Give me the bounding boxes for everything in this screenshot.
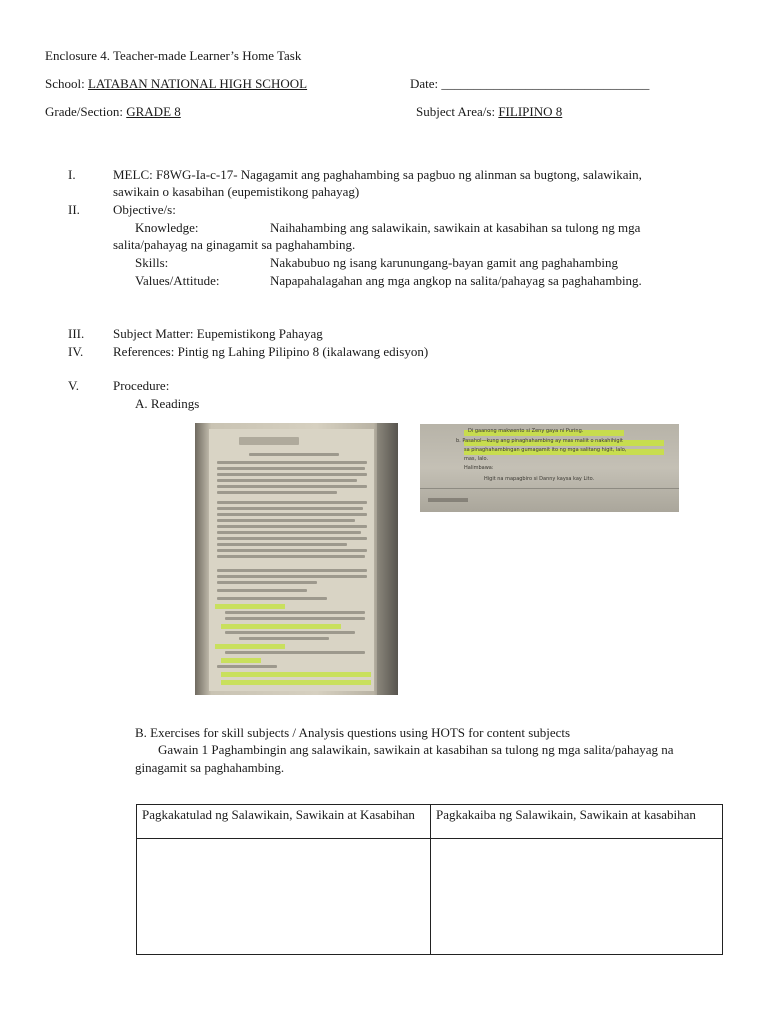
photo-page: [209, 429, 374, 691]
comparison-table: [136, 804, 723, 955]
photo-text-3: sa pinaghahambingan gumagamit ito ng mga salitang higit, lalo,: [464, 447, 627, 453]
objectives-label: Objective/s:: [113, 202, 176, 217]
answer-cell-differences[interactable]: [431, 839, 723, 955]
date-blank: ________________________________: [441, 76, 650, 91]
photo-text-5: Halimbawa:: [464, 465, 494, 471]
grade-line: [45, 103, 181, 121]
references-text: References: Pintig ng Lahing Pilipino 8 (ikalawang edisyon): [113, 344, 429, 359]
textbook-page-photo: [195, 423, 398, 695]
skills-label: Skills:: [135, 255, 169, 270]
objectives-number: II.: [68, 202, 80, 217]
enclosure-title: Enclosure 4. Teacher-made Learner’s Home Task: [45, 48, 302, 63]
knowledge-text-1: Naihahambing ang salawikain, sawikain at kasabihan sa tulong ng mga: [270, 220, 641, 235]
readings-label: A. Readings: [135, 396, 200, 411]
subject-area-label: Subject Area/s:: [416, 104, 499, 119]
table-header-similarities: [137, 805, 431, 839]
exercises-heading: B. Exercises for skill subjects / Analysis questions using HOTS for content subjects: [135, 725, 571, 740]
grade-label: Grade/Section:: [45, 104, 127, 119]
procedure-label: Procedure:: [113, 378, 170, 393]
task-instruction-line-2: ginagamit sa paghahambing.: [135, 760, 285, 775]
photo-book-edge: [377, 423, 398, 695]
melc-line-2: sawikain o kasabihan (eupemistikong pahayag): [113, 184, 360, 199]
highlighted-excerpt-photo: [420, 424, 679, 512]
melc-line-1: MELC: F8WG-Ia-c-17- Nagagamit ang paghahambing sa pagbuo ng alinman sa bugtong, salawikain,: [113, 167, 642, 182]
header-differences-text: Pagkakaiba ng Salawikain, Sawikain at kasabihan: [436, 807, 696, 822]
values-text: Napapahalagahan ang mga angkop na salita/pahayag sa paghahambing.: [270, 273, 642, 288]
subject-matter-number: III.: [68, 326, 85, 341]
knowledge-text-2: salita/pahayag na ginagamit sa paghahambing.: [113, 237, 356, 252]
date-label: Date:: [410, 76, 442, 91]
subject-area-value: FILIPINO 8: [498, 104, 563, 119]
photo-text-1: Di gaanong makwento si Zeny gaya ni Puring.: [468, 428, 584, 434]
values-label: Values/Attitude:: [135, 273, 220, 288]
school-value: LATABAN NATIONAL HIGH SCHOOL: [87, 76, 308, 91]
school-label: School:: [45, 76, 88, 91]
date-line: [410, 75, 649, 93]
photo-text-6: Higit na mapagbiro si Danny kaysa kay Lito.: [484, 476, 595, 482]
photo-text-2: b. Pasahol—kung ang pinaghahambing ay mas maliit o nakahihigit: [456, 438, 623, 444]
task-instruction-line-1: Gawain 1 Paghambingin ang salawikain, sawikain at kasabihan sa tulong ng mga salita/pahayag na: [158, 742, 674, 757]
table-header-differences: [431, 805, 723, 839]
subject-matter-text: Subject Matter: Eupemistikong Pahayag: [113, 326, 323, 341]
subject-area-line: [416, 103, 562, 121]
photo-text-4: mas, lalo.: [464, 456, 489, 462]
school-line: [45, 75, 307, 93]
header-similarities-text: Pagkakatulad ng Salawikain, Sawikain at Kasabihan: [142, 807, 415, 822]
answer-cell-similarities[interactable]: [137, 839, 431, 955]
references-number: IV.: [68, 344, 84, 359]
melc-number: I.: [68, 167, 76, 182]
grade-value: GRADE 8: [126, 104, 181, 119]
procedure-number: V.: [68, 378, 79, 393]
knowledge-label: Knowledge:: [135, 220, 199, 235]
skills-text: Nakabubuo ng isang karunungang-bayan gamit ang paghahambing: [270, 255, 619, 270]
